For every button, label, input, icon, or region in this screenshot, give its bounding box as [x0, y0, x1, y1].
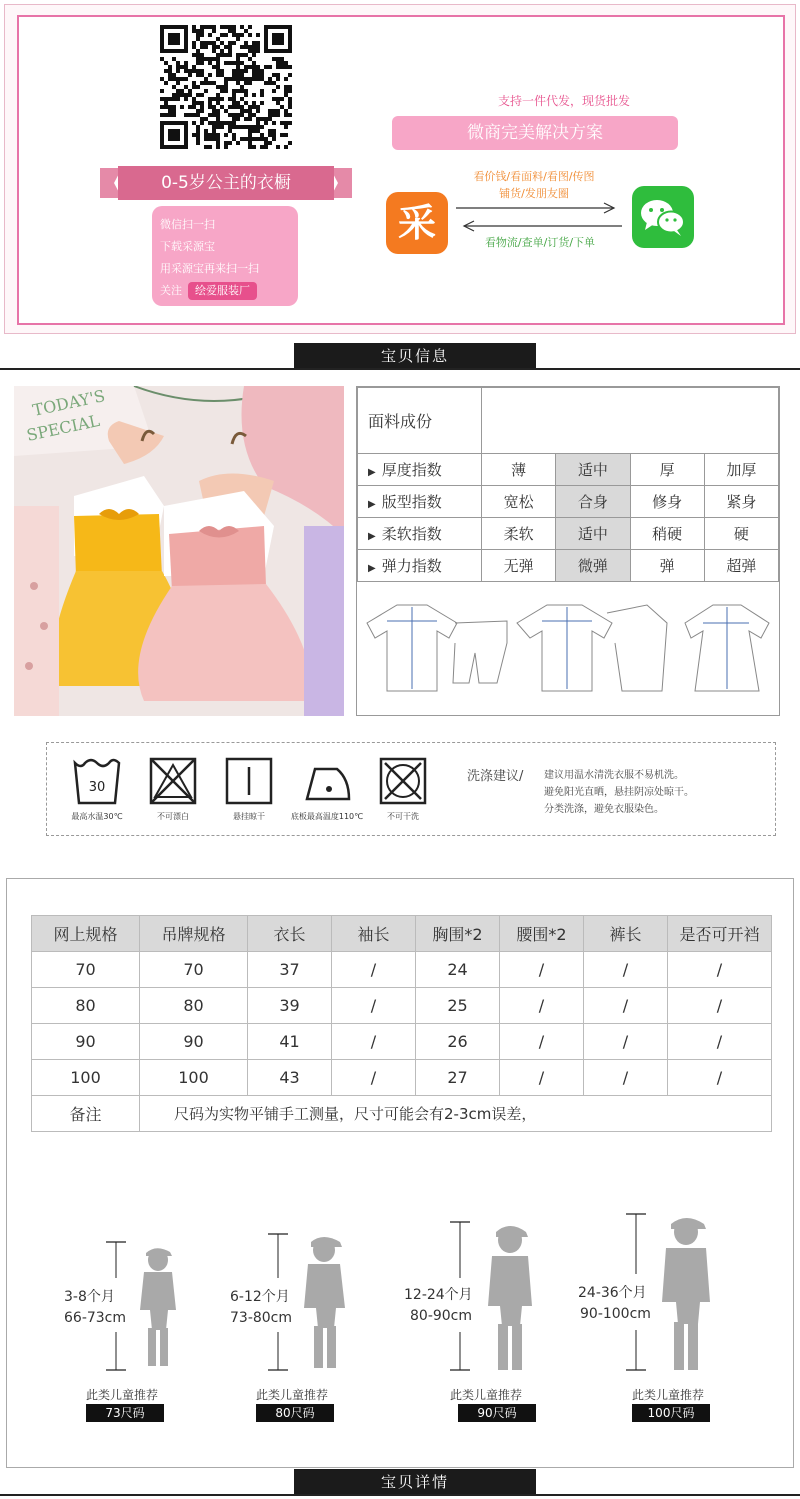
divider — [0, 1494, 800, 1496]
col-header: 裤长 — [584, 916, 668, 952]
prop-label: 版型指数 — [381, 493, 442, 511]
cell: 43 — [248, 1060, 332, 1096]
prop-option: 薄 — [482, 454, 556, 486]
cell: / — [500, 1024, 584, 1060]
cell: 70 — [32, 952, 140, 988]
cell: 70 — [140, 952, 248, 988]
recommend-text: 此类儿童推荐 — [450, 1388, 523, 1402]
solution-banner: 微商完美解决方案 — [392, 116, 678, 150]
fabric-label: 面料成份 — [358, 388, 482, 454]
col-header: 腰围*2 — [500, 916, 584, 952]
cell: / — [500, 988, 584, 1024]
wash-label: 不可干洗 — [387, 812, 419, 821]
step-3: 用采源宝再来扫一扫 — [160, 262, 259, 275]
cell: 37 — [248, 952, 332, 988]
note-row — [32, 1096, 772, 1132]
height-range: 90-100cm — [580, 1306, 651, 1322]
cell: / — [668, 1024, 772, 1060]
prop-option: 柔软 — [482, 518, 556, 550]
no-bleach-icon — [143, 755, 203, 835]
prop-option: 无弹 — [482, 550, 556, 582]
prop-option: 超弹 — [704, 550, 778, 582]
height-range: 73-80cm — [230, 1310, 293, 1326]
size-table — [31, 915, 772, 1132]
cell: 27 — [416, 1060, 500, 1096]
prop-label: 弹力指数 — [381, 557, 442, 575]
wash-label: 悬挂晾干 — [233, 812, 265, 821]
wash-label: 底板最高温度110℃ — [290, 812, 364, 821]
prop-option-selected: 适中 — [556, 454, 630, 486]
caiyuanbao-app-icon[interactable]: 采 — [386, 192, 448, 254]
flow-top-text — [454, 168, 614, 202]
svg-text:30: 30 — [88, 780, 106, 795]
age-range: 3-8个月 — [64, 1289, 115, 1305]
cell: 39 — [248, 988, 332, 1024]
wash-label: 不可漂白 — [157, 812, 189, 821]
title-ribbon — [100, 166, 352, 200]
col-header: 吊牌规格 — [140, 916, 248, 952]
prop-option: 硬 — [704, 518, 778, 550]
scan-steps — [152, 206, 298, 306]
shop-name-badge[interactable]: 绘爱服装厂 — [188, 282, 257, 300]
flow-top-line-1: 看价钱/看面料/看图/传图 — [473, 170, 595, 183]
flow-bottom-text: 看物流/查单/订货/下单 — [484, 236, 596, 249]
flow-top-line-2: 铺货/发朋友圈 — [499, 187, 569, 200]
recommend-text: 此类儿童推荐 — [632, 1388, 705, 1402]
qr-code-icon[interactable] — [160, 24, 292, 150]
size-badge: 90尺码 — [458, 1404, 536, 1422]
svg-text:SPECIAL: SPECIAL — [24, 410, 102, 445]
wash-care-panel — [46, 742, 776, 836]
cell: 90 — [32, 1024, 140, 1060]
cell: 25 — [416, 988, 500, 1024]
recommend-text: 此类儿童推荐 — [256, 1388, 329, 1402]
prop-label: 柔软指数 — [381, 525, 442, 543]
wash-instructions — [544, 767, 694, 818]
wash-line: 避免阳光直晒，悬挂阴凉处晾干。 — [544, 787, 694, 798]
height-range: 80-90cm — [410, 1308, 473, 1324]
step-1: 微信扫一扫 — [160, 218, 215, 231]
ribbon-title: 0-5岁公主的衣橱 — [161, 173, 291, 193]
cell: 80 — [32, 988, 140, 1024]
cell: / — [500, 1060, 584, 1096]
prop-option: 修身 — [630, 486, 704, 518]
col-header: 衣长 — [248, 916, 332, 952]
wash-label: 最高水温30℃ — [71, 812, 123, 821]
cell: 100 — [140, 1060, 248, 1096]
table-row — [32, 988, 772, 1024]
wash-line: 分类洗涤，避免衣服染色。 — [544, 804, 664, 815]
divider — [0, 368, 800, 370]
prop-row-elasticity: ▶ 弹力指数 无弹 微弹 弹 超弹 — [358, 550, 779, 582]
cell: / — [584, 1024, 668, 1060]
prop-option: 稍硬 — [630, 518, 704, 550]
col-header: 是否可开裆 — [668, 916, 772, 952]
fabric-properties-table — [356, 386, 780, 716]
age-range: 12-24个月 — [404, 1287, 473, 1303]
flow-arrows-icon — [454, 200, 624, 234]
size-table-header — [32, 916, 772, 952]
cell: / — [584, 1060, 668, 1096]
hang-dry-icon — [219, 755, 279, 835]
size-badge: 80尺码 — [256, 1404, 334, 1422]
cell: 100 — [32, 1060, 140, 1096]
size-badge: 100尺码 — [632, 1404, 710, 1422]
col-header: 胸围*2 — [416, 916, 500, 952]
prop-row-softness: ▶ 柔软指数 柔软 适中 稍硬 硬 — [358, 518, 779, 550]
cell: 41 — [248, 1024, 332, 1060]
no-dryclean-icon — [373, 755, 433, 835]
prop-option: 加厚 — [704, 454, 778, 486]
prop-option-selected: 微弹 — [556, 550, 630, 582]
wash-line: 建议用温水清洗衣服不易机洗。 — [544, 770, 684, 781]
cell: / — [332, 952, 416, 988]
prop-option: 弹 — [630, 550, 704, 582]
prop-row-thickness: ▶ 厚度指数 薄 适中 厚 加厚 — [358, 454, 779, 486]
cell: 90 — [140, 1024, 248, 1060]
cell: / — [584, 952, 668, 988]
wash-title: 洗涤建议/ — [467, 769, 524, 784]
age-range: 6-12个月 — [230, 1289, 290, 1305]
step-2: 下载采源宝 — [160, 240, 215, 253]
follow-label: 关注 — [160, 284, 182, 297]
banner-product-detail: 宝贝详情 — [294, 1469, 536, 1495]
age-range: 24-36个月 — [578, 1285, 647, 1301]
wash-30-icon — [67, 755, 127, 835]
size-badge: 73尺码 — [86, 1404, 164, 1422]
cell: / — [332, 1024, 416, 1060]
cell: / — [500, 952, 584, 988]
cell: 26 — [416, 1024, 500, 1060]
support-text: 支持一件代发，现货批发 — [498, 94, 631, 108]
prop-option-selected: 合身 — [556, 486, 630, 518]
cell: / — [584, 988, 668, 1024]
measurement-diagram-icon — [357, 583, 779, 715]
table-row — [32, 1024, 772, 1060]
table-row — [32, 1060, 772, 1096]
recommend-text: 此类儿童推荐 — [86, 1388, 159, 1402]
cell: 24 — [416, 952, 500, 988]
cell: / — [332, 1060, 416, 1096]
prop-option: 厚 — [630, 454, 704, 486]
fabric-value — [482, 388, 779, 454]
product-photo — [14, 386, 344, 716]
prop-option-selected: 适中 — [556, 518, 630, 550]
prop-label: 厚度指数 — [381, 461, 442, 479]
banner-product-info: 宝贝信息 — [294, 343, 536, 369]
height-range: 66-73cm — [64, 1310, 127, 1326]
iron-110-icon — [290, 755, 364, 835]
cell: 80 — [140, 988, 248, 1024]
cell: / — [668, 1060, 772, 1096]
col-header: 袖长 — [332, 916, 416, 952]
col-header: 网上规格 — [32, 916, 140, 952]
svg-text:TODAY'S: TODAY'S — [30, 386, 107, 420]
cell: / — [332, 988, 416, 1024]
note-label: 备注 — [32, 1096, 140, 1132]
wechat-app-icon[interactable] — [632, 186, 694, 248]
prop-row-fit: ▶ 版型指数 宽松 合身 修身 紧身 — [358, 486, 779, 518]
prop-option: 宽松 — [482, 486, 556, 518]
prop-option: 紧身 — [704, 486, 778, 518]
cell: / — [668, 988, 772, 1024]
note-text: 尺码为实物平铺手工测量，尺寸可能会有2-3cm误差， — [140, 1096, 772, 1132]
table-row — [32, 952, 772, 988]
cell: / — [668, 952, 772, 988]
